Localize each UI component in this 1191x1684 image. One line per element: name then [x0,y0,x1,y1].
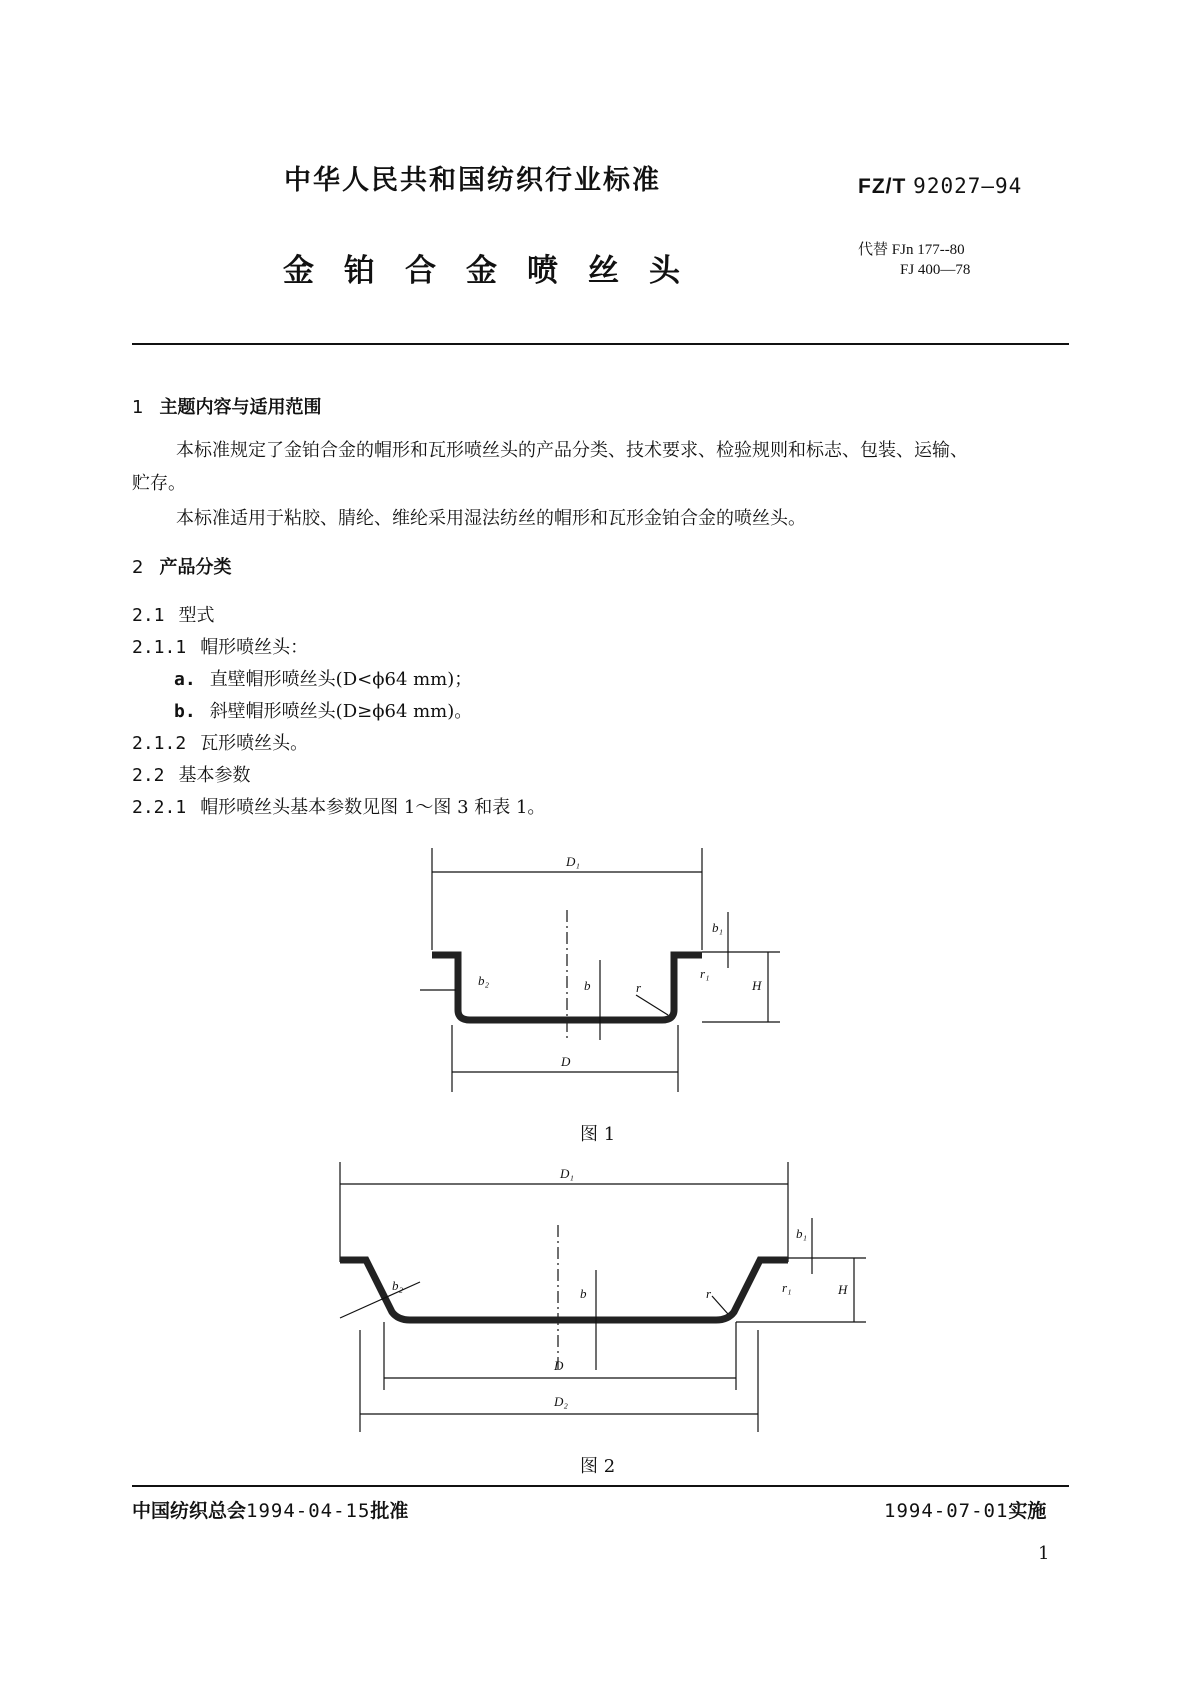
footer-divider [132,1485,1069,1487]
section-title: 产品分类 [159,557,232,578]
approval-org: 中国纺织总会 [132,1500,247,1522]
clause-text: 瓦形喷丝头。 [200,733,309,754]
clause-number: b. [174,701,196,722]
effective-date: 1994-07-01 [884,1500,1009,1522]
label-b2: b₂ [392,1278,404,1293]
replaces-item: FJ 400—78 [900,262,971,278]
figure-1-caption: 图 1 [580,1124,616,1145]
clause-number: 2.1.2 [132,733,187,754]
label-b: b [584,978,591,993]
label-D: D [561,1054,571,1069]
clause-text: 型式 [178,605,215,626]
label-r: r [636,980,642,995]
section-1-paragraph: 贮存。 [132,473,186,494]
clause-number: 2.2 [132,765,165,786]
figure-2-drawing [340,1162,866,1432]
figure-2-labels [392,1166,848,1409]
label-b1: b₁ [796,1226,808,1241]
section-1-paragraph: 本标准适用于粘胶、腈纶、维纶采用湿法纺丝的帽形和瓦形金铂合金的喷丝头。 [176,508,806,529]
effective-label: 实施 [1008,1500,1047,1522]
label-r: r [706,1286,712,1301]
label-D2: D₂ [554,1394,568,1409]
section-1-paragraph: 本标准规定了金铂合金的帽形和瓦形喷丝头的产品分类、技术要求、检验规则和标志、包装、运输、 [176,440,968,461]
effective-info [884,1496,1046,1523]
page-number: 1 [1038,1543,1050,1564]
clause-number: a. [174,669,196,690]
label-D: D [554,1358,564,1373]
approval-label: 批准 [370,1500,409,1522]
label-H: H [752,978,762,993]
approval-info [132,1496,408,1523]
clause-text: 斜壁帽形喷丝头(D≥ϕ64 mm)。 [209,701,473,722]
approval-date: 1994-04-15 [246,1500,371,1522]
label-r1: r₁ [700,966,710,981]
clause-text: 帽形喷丝头基本参数见图 1～图 3 和表 1。 [200,797,546,818]
figure-2-caption: 图 2 [580,1456,616,1477]
standard-category-title: 中华人民共和国纺织行业标准 [284,165,661,196]
figure-1-labels [478,854,762,1069]
section-number: 2 [132,557,144,578]
section-title: 主题内容与适用范围 [159,397,322,418]
standard-code-number: 92027—94 [913,174,1023,198]
clause-number: 2.1 [132,605,165,626]
replaces-label: 代替 [858,242,889,258]
label-r1: r₁ [782,1280,792,1295]
replaces-item: FJn 177--80 [891,242,965,258]
clause-text: 基本参数 [178,765,251,786]
clause-number: 2.2.1 [132,797,187,818]
figure-1-drawing [420,848,780,1092]
label-b2: b₂ [478,973,490,988]
label-D1: D₁ [566,854,580,869]
label-D1: D₁ [560,1166,574,1181]
standard-code-prefix: FZ/T [858,175,907,198]
label-H: H [838,1282,848,1297]
clause-text: 直壁帽形喷丝头(D<ϕ64 mm)； [209,669,473,690]
section-number: 1 [132,397,144,418]
clause-text: 帽形喷丝头： [200,637,309,658]
label-b1: b₁ [712,920,724,935]
clause-number: 2.1.1 [132,637,187,658]
document-title: 金铂合金喷丝头 [283,253,710,289]
label-b: b [580,1286,587,1301]
